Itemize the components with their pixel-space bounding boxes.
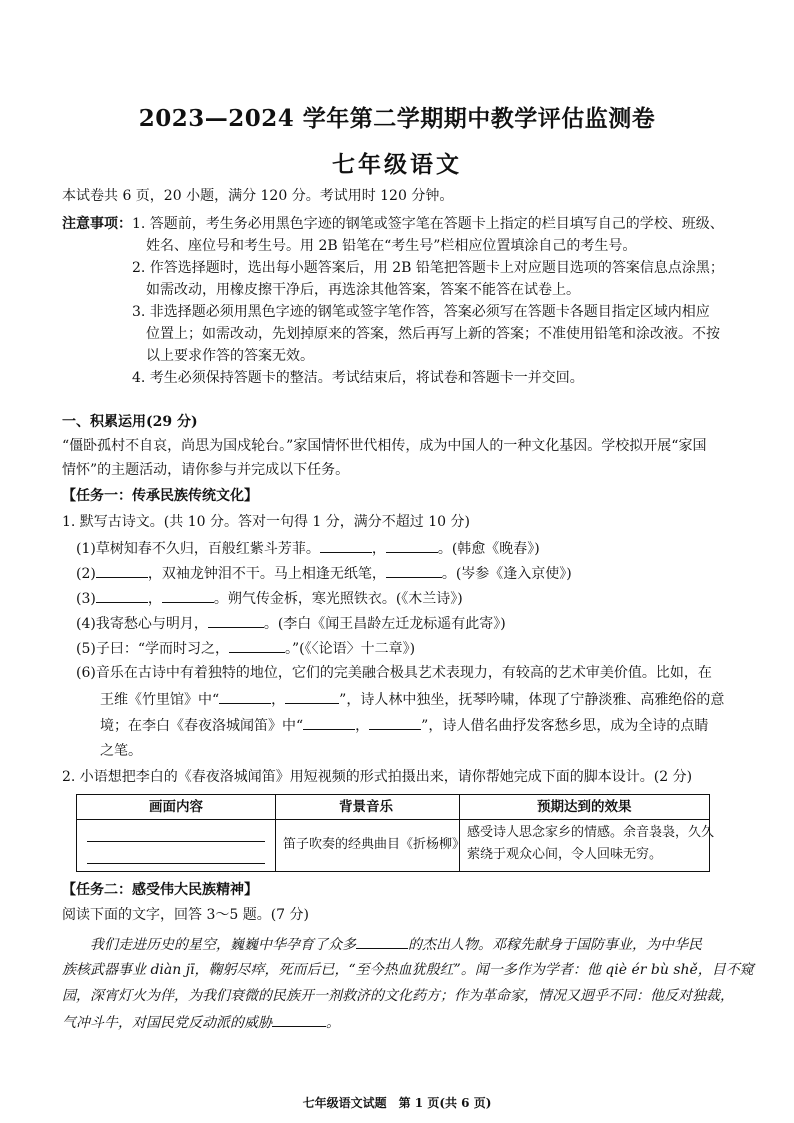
q1-6c-prefix: 境；在李白《春夜洛城闻笛》中“ <box>100 718 304 734</box>
comma: ， <box>147 591 162 607</box>
q1-2-prefix: (2) <box>76 566 96 582</box>
note-3a: 3. 非选择题必须用黑色字迹的钢笔或签字笔作答，答案必须写在答题卡各题目指定区域内相应 <box>132 304 710 320</box>
reading-instruction: 阅读下面的文字，回答 3～5 题。(7 分) <box>62 907 309 923</box>
note-3c: 以上要求作答的答案无效。 <box>146 348 314 364</box>
question-1-1 <box>76 538 540 559</box>
answer-blank[interactable] <box>369 715 421 730</box>
question-1: 1. 默写古诗文。(共 10 分。答对一句得 1 分，满分不超过 10 分) <box>62 514 470 530</box>
note-1b: 姓名、座位号和考生号。用 2B 铅笔在“考生号”栏相应位置填涂自己的考生号。 <box>146 238 637 254</box>
q1-1-prefix: (1)草树知春不久归，百般红紫斗芳菲。 <box>76 541 320 557</box>
question-1-6d: 之笔。 <box>100 743 142 759</box>
exam-summary: 本试卷共 6 页，20 小题，满分 120 分。考试用时 120 分钟。 <box>62 188 454 204</box>
answer-blank[interactable] <box>96 588 148 603</box>
answer-blank[interactable] <box>229 638 285 653</box>
passage-1-prefix: 我们走进历史的星空，巍巍中华孕育了众多 <box>90 937 356 953</box>
passage-4-prefix: 气冲斗牛，对国民党反动派的威胁 <box>62 1015 272 1031</box>
question-2: 2. 小语想把李白的《春夜洛城闻笛》用短视频的形式拍摄出来，请你帮她完成下面的脚本设计。(2 分) <box>62 769 693 785</box>
exam-subtitle: 七年级语文 <box>332 151 462 178</box>
table-effect-line-2: 萦绕于观众心间，令人回味无穷。 <box>467 847 663 862</box>
table-effect-line-1: 感受诗人思念家乡的情感。余音袅袅，久久 <box>467 825 715 840</box>
table-divider <box>275 795 276 871</box>
answer-blank[interactable] <box>303 715 355 730</box>
answer-blank[interactable] <box>272 1012 326 1027</box>
passage-line-1 <box>90 934 702 955</box>
question-1-3 <box>76 588 463 609</box>
question-1-6b <box>100 689 724 710</box>
answer-blank[interactable] <box>219 689 271 704</box>
q1-2-middle: ，双袖龙钟泪不干。马上相逢无纸笔， <box>147 566 386 582</box>
q1-1-suffix: 。(韩愈《晚春》) <box>437 541 540 557</box>
q1-3-suffix: 。朔气传金柝，寒光照铁衣。(《木兰诗》) <box>213 591 463 607</box>
passage-line-4 <box>62 1012 340 1033</box>
note-3b: 位置上；如需改动，先划掉原来的答案，然后再写上新的答案；不准使用铅笔和涂改液。不按 <box>146 326 720 342</box>
passage-4-suffix: 。 <box>326 1015 340 1031</box>
table-divider <box>459 795 460 871</box>
table-header-effect: 预期达到的效果 <box>537 799 632 815</box>
q1-4-suffix: 。(李白《闻王昌龄左迁龙标遥有此寄》) <box>263 616 506 632</box>
exam-title: 2023—2024 学年第二学期期中教学评估监测卷 <box>138 105 656 132</box>
answer-blank[interactable] <box>320 538 372 553</box>
comma: ， <box>371 541 386 557</box>
scene-answer-line-1[interactable] <box>87 841 265 842</box>
script-design-table <box>76 794 715 872</box>
question-1-2 <box>76 563 572 584</box>
task2-heading: 【任务二：感受伟大民族精神】 <box>62 882 258 898</box>
question-1-6c <box>100 715 708 736</box>
note-4: 4. 考生必须保持答题卡的整洁。考试结束后，将试卷和答题卡一并交回。 <box>132 370 584 386</box>
section1-heading: 一、积累运用(29 分) <box>62 414 198 430</box>
question-1-5 <box>76 638 415 659</box>
note-1a: 1. 答题前，考生务必用黑色字迹的钢笔或签字笔在答题卡上指定的栏目填写自己的学校、班级、 <box>132 216 724 232</box>
note-2a: 2. 作答选择题时，选出每小题答案后，用 2B 铅笔把答题卡上对应题目选项的答案信息点涂黑； <box>132 260 724 276</box>
q1-3-prefix: (3) <box>76 591 96 607</box>
passage-line-3: 园，深宵灯火为伴，为我们衰微的民族开一剂救济的文化药方；作为革命家，情况又迥乎不同：他反对独裁， <box>62 988 734 1004</box>
table-header-scene: 画面内容 <box>149 799 203 815</box>
answer-blank[interactable] <box>356 934 408 949</box>
answer-blank[interactable] <box>386 538 438 553</box>
passage-1-suffix: 的杰出人物。邓稼先献身于国防事业，为中华民 <box>408 937 702 953</box>
task1-heading: 【任务一：传承民族传统文化】 <box>62 488 258 504</box>
question-1-6a: (6)音乐在古诗中有着独特的地位，它们的完美融合极具艺术表现力，有较高的艺术审美价值。比如，在 <box>76 665 712 681</box>
q1-6c-suffix: ”，诗人借名曲抒发客愁乡思，成为全诗的点睛 <box>421 718 709 734</box>
table-header-music: 背景音乐 <box>339 799 393 815</box>
comma: ， <box>355 718 370 734</box>
q1-6b-prefix: 王维《竹里馆》中“ <box>100 692 220 708</box>
answer-blank[interactable] <box>285 689 339 704</box>
q1-5-prefix: (5)子曰：“学而时习之， <box>76 641 229 657</box>
notes-label: 注意事项： <box>62 216 132 232</box>
answer-blank[interactable] <box>386 563 442 578</box>
table-music-cell: 笛子吹奏的经典曲目《折杨柳》 <box>283 837 466 852</box>
section1-intro-a: “僵卧孤村不自哀，尚思为国戍轮台。”家国情怀世代相传，成为中国人的一种文化基因。学校拟开展“家国 <box>62 438 707 454</box>
q1-4-prefix: (4)我寄愁心与明月， <box>76 616 208 632</box>
question-1-4 <box>76 613 506 634</box>
answer-blank[interactable] <box>96 563 148 578</box>
answer-blank[interactable] <box>162 588 214 603</box>
q1-6b-suffix: ”，诗人林中独坐，抚琴吟啸，体现了宁静淡雅、高雅绝俗的意 <box>339 692 725 708</box>
q1-5-suffix: 。”(《〈论语〉十二章》) <box>285 641 416 657</box>
passage-line-2: 族核武器事业 diàn jī，鞠躬尽瘁，死而后已，“至今热血犹殷红”。闻一多作为学者：他 qiè ér bù shě，目不窥 <box>62 962 754 978</box>
section1-intro-b: 情怀”的主题活动，请你参与并完成以下任务。 <box>62 462 350 478</box>
note-2b: 如需改动，用橡皮擦干净后，再选涂其他答案，答案不能答在试卷上。 <box>146 282 580 298</box>
q1-2-suffix: 。(岑参《逢入京使》) <box>441 566 572 582</box>
comma: ， <box>271 692 286 708</box>
page-footer: 七年级语文试题 第 1 页(共 6 页) <box>302 1096 492 1110</box>
scene-answer-line-2[interactable] <box>87 863 265 864</box>
answer-blank[interactable] <box>208 613 264 628</box>
